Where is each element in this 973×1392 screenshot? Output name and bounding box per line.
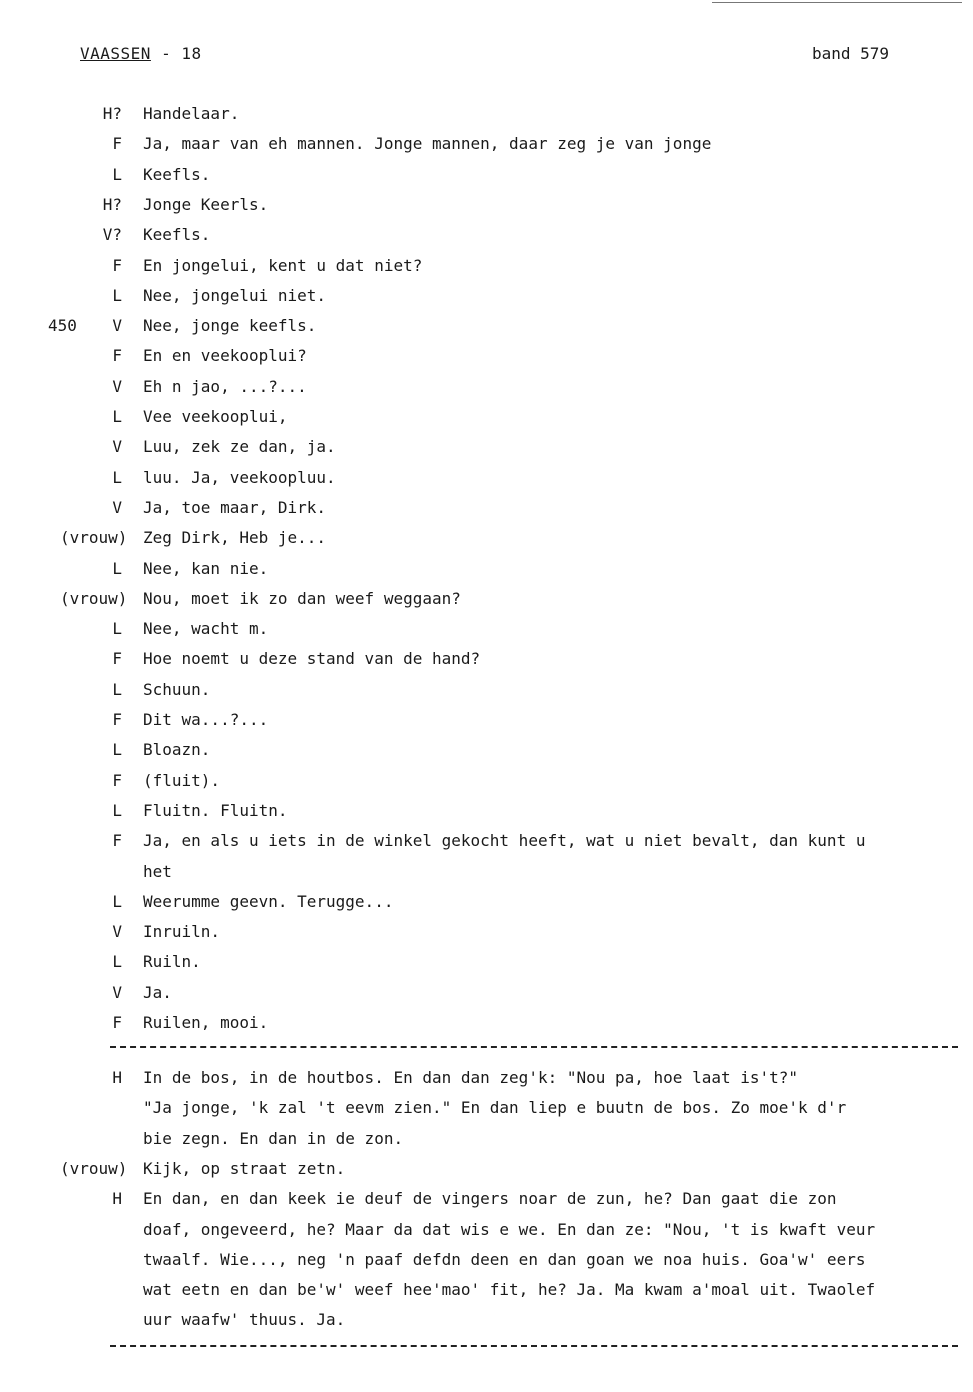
speaker-label: F xyxy=(112,649,122,669)
utterance-text: Bloazn. xyxy=(143,740,211,760)
transcript-line xyxy=(0,1008,973,1038)
speaker-label: L xyxy=(112,285,122,305)
utterance-text: luu. Ja, veekoopluu. xyxy=(143,467,336,487)
transcript-line xyxy=(0,978,973,1008)
speaker-label: L xyxy=(112,679,122,699)
speaker-label: F xyxy=(112,134,122,154)
transcript-line xyxy=(0,1245,973,1275)
bottom-divider xyxy=(110,1345,958,1347)
transcript-line xyxy=(0,675,973,705)
transcript-line xyxy=(0,160,973,190)
line-number: 450 xyxy=(48,316,77,336)
speaker-label: V? xyxy=(102,225,122,245)
transcript-line xyxy=(0,190,973,220)
utterance-text: Hoe noemt u deze stand van de hand? xyxy=(143,649,481,669)
utterance-text: Keefls. xyxy=(143,225,211,245)
speaker-label: (vrouw) xyxy=(60,588,128,608)
utterance-text: Ja, maar van eh mannen. Jonge mannen, daar zeg je van jonge xyxy=(143,134,712,154)
transcript-line xyxy=(0,554,973,584)
utterance-text: Ja, toe maar, Dirk. xyxy=(143,497,327,517)
speaker-label: H? xyxy=(102,194,122,214)
transcript-line xyxy=(0,947,973,977)
transcript-line xyxy=(0,857,973,887)
speaker-label: V xyxy=(112,437,122,457)
transcript-line xyxy=(0,1154,973,1184)
transcript-line xyxy=(0,735,973,765)
transcript-line xyxy=(0,1124,973,1154)
page-number: 18 xyxy=(181,44,202,63)
transcript-line xyxy=(0,372,973,402)
utterance-text: (fluit). xyxy=(143,770,221,790)
speaker-label: H? xyxy=(102,104,122,123)
speaker-label: H xyxy=(112,1189,122,1209)
page-header-left xyxy=(80,44,202,63)
utterance-text: Ja. xyxy=(143,982,172,1002)
utterance-text: Dit wa...?... xyxy=(143,710,269,729)
speaker-label: L xyxy=(112,740,122,760)
section-divider xyxy=(110,1046,958,1048)
utterance-text: En en veekooplui? xyxy=(143,346,307,366)
transcript-line xyxy=(0,644,973,674)
utterance-text: In de bos, in de houtbos. En dan dan zeg'k: "Nou pa, hoe laat is't?" xyxy=(143,1068,799,1087)
speaker-label: F xyxy=(112,346,122,366)
speaker-label: F xyxy=(112,770,122,790)
utterance-text: Schuun. xyxy=(143,679,211,699)
transcript-line xyxy=(0,917,973,947)
speaker-label: V xyxy=(112,497,122,517)
utterance-text: Ja, en als u iets in de winkel gekocht heeft, wat u niet bevalt, dan kunt u xyxy=(143,831,866,851)
utterance-text: En jongelui, kent u dat niet? xyxy=(143,255,423,275)
transcript-line xyxy=(0,99,973,129)
utterance-text: twaalf. Wie..., neg 'n paaf defdn deen en dan goan we noa huis. Goa'w' eers xyxy=(143,1249,866,1269)
speaker-label: L xyxy=(112,952,122,972)
top-edge-rule xyxy=(712,2,962,3)
utterance-text: Luu, zek ze dan, ja. xyxy=(143,437,336,457)
utterance-text: uur waafw' thuus. Ja. xyxy=(143,1310,346,1330)
speaker-label: L xyxy=(112,891,122,911)
speaker-label: F xyxy=(112,1013,122,1032)
transcript-line xyxy=(0,1093,973,1123)
utterance-text: Weerumme geevn. Terugge... xyxy=(143,891,394,911)
speaker-label: L xyxy=(112,619,122,639)
speaker-label: V xyxy=(112,376,122,396)
speaker-label: H xyxy=(112,1068,122,1087)
transcript-line xyxy=(0,220,973,250)
speaker-label: L xyxy=(112,164,122,184)
place-name: VAASSEN xyxy=(80,44,151,63)
transcript-line xyxy=(0,1063,973,1093)
transcript-line xyxy=(0,796,973,826)
utterance-text: bie zegn. En dan in de zon. xyxy=(143,1128,404,1148)
utterance-text: Inruiln. xyxy=(143,922,221,942)
transcript-line xyxy=(0,705,973,735)
transcript-line xyxy=(0,1215,973,1245)
transcript-line xyxy=(0,1275,973,1305)
transcript-line xyxy=(0,402,973,432)
utterance-text: Keefls. xyxy=(143,164,211,184)
speaker-label: V xyxy=(112,982,122,1002)
speaker-label: L xyxy=(112,467,122,487)
transcript-line xyxy=(0,129,973,159)
transcript-line xyxy=(0,584,973,614)
utterance-text: Vee veekooplui, xyxy=(143,407,288,426)
transcript-line xyxy=(0,826,973,856)
transcript-line xyxy=(0,887,973,917)
utterance-text: Eh n jao, ...?... xyxy=(143,376,307,396)
transcript-line xyxy=(0,1184,973,1214)
utterance-text: Zeg Dirk, Heb je... xyxy=(143,528,327,548)
utterance-text: Nee, kan nie. xyxy=(143,558,269,578)
transcript-line xyxy=(0,311,973,341)
speaker-label: F xyxy=(112,831,122,851)
utterance-text: het xyxy=(143,861,172,881)
utterance-text: Nou, moet ik zo dan weef weggaan? xyxy=(143,588,461,608)
speaker-label: F xyxy=(112,710,122,729)
transcript-line xyxy=(0,463,973,493)
utterance-text: Handelaar. xyxy=(143,104,240,123)
transcript-line xyxy=(0,523,973,553)
utterance-text: Nee, wacht m. xyxy=(143,619,269,639)
utterance-text: wat eetn en dan be'w' weef hee'mao' fit, he? Ja. Ma kwam a'moal uit. Twaolef xyxy=(143,1280,876,1300)
utterance-text: "Ja jonge, 'k zal 't eevm zien." En dan liep e buutn de bos. Zo moe'k d'r xyxy=(143,1098,847,1118)
speaker-label: F xyxy=(112,255,122,275)
transcript-line xyxy=(0,493,973,523)
transcript-line xyxy=(0,432,973,462)
band-label: band 579 xyxy=(812,44,890,63)
utterance-text: Nee, jongelui niet. xyxy=(143,285,327,305)
speaker-label: (vrouw) xyxy=(60,528,128,548)
speaker-label: V xyxy=(112,922,122,942)
utterance-text: Ruilen, mooi. xyxy=(143,1013,269,1032)
utterance-text: doaf, ongeveerd, he? Maar da dat wis e we. En dan ze: "Nou, 't is kwaft veur xyxy=(143,1219,876,1239)
speaker-label: V xyxy=(112,316,122,336)
transcript-line xyxy=(0,1305,973,1335)
utterance-text: Nee, jonge keefls. xyxy=(143,316,317,336)
transcript-line xyxy=(0,341,973,371)
utterance-text: Kijk, op straat zetn. xyxy=(143,1158,346,1178)
speaker-label: L xyxy=(112,558,122,578)
utterance-text: En dan, en dan keek ie deuf de vingers noar de zun, he? Dan gaat die zon xyxy=(143,1189,837,1209)
header-separator: - xyxy=(150,44,182,63)
speaker-label: L xyxy=(112,407,122,426)
speaker-label: L xyxy=(112,800,122,820)
utterance-text: Fluitn. Fluitn. xyxy=(143,800,288,820)
speaker-label: (vrouw) xyxy=(60,1158,128,1178)
transcript-line xyxy=(0,614,973,644)
transcript-line xyxy=(0,766,973,796)
transcript-line xyxy=(0,251,973,281)
transcript-line xyxy=(0,281,973,311)
utterance-text: Ruiln. xyxy=(143,952,201,972)
utterance-text: Jonge Keerls. xyxy=(143,194,269,214)
